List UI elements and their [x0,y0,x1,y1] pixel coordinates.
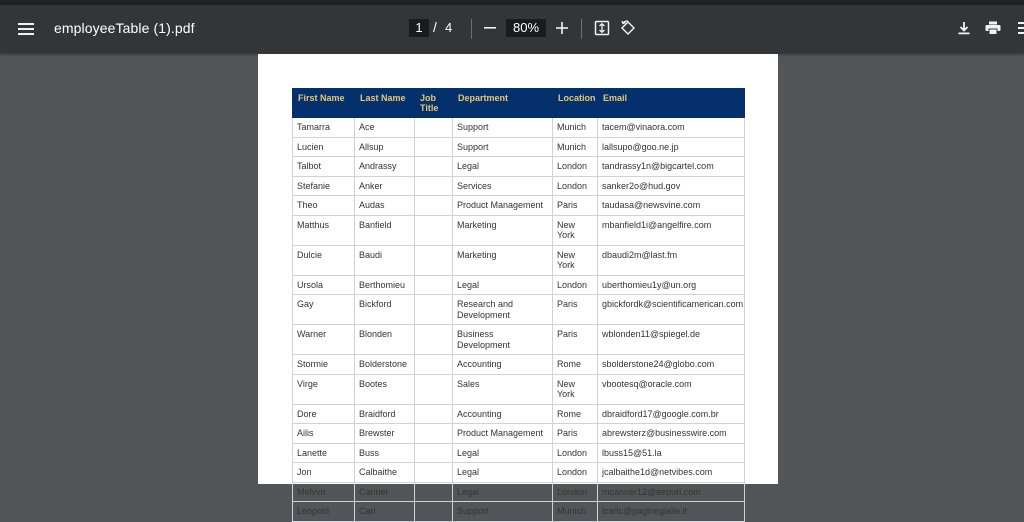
job-title-cell [415,118,453,138]
header-first-name: First Name [293,89,355,118]
email-cell: lallsupo@goo.ne.jp [598,137,745,157]
first-name-cell: Stefanie [293,176,355,196]
email-cell: lbuss15@51.la [598,443,745,463]
last-name-cell: Bolderstone [355,355,415,375]
job-title-cell [415,374,453,404]
department-cell: Support [453,118,553,138]
email-cell: sanker2o@hud.gov [598,176,745,196]
department-cell: Business Development [453,325,553,355]
first-name-cell: Gay [293,295,355,325]
first-name-cell: Stormie [293,355,355,375]
job-title-cell [415,404,453,424]
minus-icon [484,22,496,34]
last-name-cell: Banfield [355,215,415,245]
table-row [293,443,745,463]
last-name-cell: Andrassy [355,157,415,177]
email-cell: mcanner12@eepurl.com [598,482,745,502]
department-cell: Services [453,176,553,196]
email-cell: lcarlc@paginegialle.it [598,502,745,522]
location-cell: Munich [553,137,598,157]
table-row [293,502,745,522]
email-cell: abrewsterz@businesswire.com [598,424,745,444]
email-cell: dbaudi2m@last.fm [598,245,745,275]
last-name-cell: Buss [355,443,415,463]
department-cell: Marketing [453,215,553,245]
table-row [293,424,745,444]
email-cell: vbootesq@oracle.com [598,374,745,404]
department-cell: Product Management [453,424,553,444]
job-title-cell [415,295,453,325]
last-name-cell: Ace [355,118,415,138]
location-cell: London [553,176,598,196]
header-job-title: Job Title [415,89,453,118]
first-name-cell: Virge [293,374,355,404]
zoom-out-button[interactable] [479,17,501,39]
zoom-in-button[interactable] [551,17,573,39]
job-title-cell [415,443,453,463]
email-cell: dbraidford17@google.com.br [598,404,745,424]
first-name-cell: Ursola [293,275,355,295]
first-name-cell: Lanette [293,443,355,463]
department-cell: Accounting [453,404,553,424]
page-separator: / [433,19,437,35]
job-title-cell [415,325,453,355]
print-button[interactable] [982,17,1004,39]
first-name-cell: Lucien [293,137,355,157]
last-name-cell: Carl [355,502,415,522]
header-last-name: Last Name [355,89,415,118]
job-title-cell [415,215,453,245]
job-title-cell [415,502,453,522]
last-name-cell: Baudi [355,245,415,275]
location-cell: New York [553,245,598,275]
table-row [293,404,745,424]
first-name-cell: Theo [293,196,355,216]
location-cell: New York [553,374,598,404]
email-cell: tandrassy1n@bigcartel.com [598,157,745,177]
email-cell: gbickfordk@scientificamerican.com [598,295,745,325]
last-name-cell: Blonden [355,325,415,355]
rotate-icon [620,20,636,36]
last-name-cell: Anker [355,176,415,196]
document-title: employeeTable (1).pdf [54,20,195,36]
location-cell: Paris [553,295,598,325]
first-name-cell: Dulcie [293,245,355,275]
last-name-cell: Brewster [355,424,415,444]
first-name-cell: Ailis [293,424,355,444]
department-cell: Sales [453,374,553,404]
download-button[interactable] [953,17,975,39]
table-row [293,245,745,275]
more-icon [1016,21,1024,35]
toolbar-divider [581,19,582,39]
department-cell: Legal [453,275,553,295]
job-title-cell [415,245,453,275]
location-cell: Munich [553,502,598,522]
email-cell: mbanfield1i@angelfire.com [598,215,745,245]
department-cell: Legal [453,463,553,483]
employee-table-container [292,88,744,522]
email-cell: tacem@vinaora.com [598,118,745,138]
email-cell: sbolderstone24@globo.com [598,355,745,375]
zoom-level-input[interactable]: 80% [506,19,546,37]
table-row [293,482,745,502]
email-cell: jcalbaithe1d@netvibes.com [598,463,745,483]
table-row [293,137,745,157]
department-cell: Support [453,502,553,522]
job-title-cell [415,196,453,216]
department-cell: Legal [453,482,553,502]
table-row [293,463,745,483]
table-row [293,157,745,177]
table-row [293,215,745,245]
last-name-cell: Canner [355,482,415,502]
job-title-cell [415,463,453,483]
department-cell: Legal [453,157,553,177]
department-cell: Product Management [453,196,553,216]
email-cell: uberthomieu1y@un.org [598,275,745,295]
table-row [293,118,745,138]
table-row [293,196,745,216]
location-cell: London [553,463,598,483]
last-name-cell: Audas [355,196,415,216]
pdf-page [258,54,778,516]
job-title-cell [415,176,453,196]
header-department: Department [453,89,553,118]
location-cell: London [553,157,598,177]
table-header-row [293,89,745,118]
total-pages: 4 [445,20,453,35]
first-name-cell: Matthus [293,215,355,245]
table-row [293,275,745,295]
first-name-cell: Jon [293,463,355,483]
location-cell: Rome [553,355,598,375]
table-row [293,374,745,404]
location-cell: London [553,443,598,463]
department-cell: Research and Development [453,295,553,325]
first-name-cell: Leopold [293,502,355,522]
department-cell: Accounting [453,355,553,375]
first-name-cell: Dore [293,404,355,424]
email-cell: taudasa@newsvine.com [598,196,745,216]
table-row [293,176,745,196]
fit-to-page-button[interactable] [591,17,613,39]
last-name-cell: Berthomieu [355,275,415,295]
header-location: Location [553,89,598,118]
header-email: Email [598,89,745,118]
last-name-cell: Calbaithe [355,463,415,483]
download-icon [957,21,971,35]
location-cell: Paris [553,196,598,216]
last-name-cell: Bickford [355,295,415,325]
last-name-cell: Braidford [355,404,415,424]
email-cell: wblonden11@spiegel.de [598,325,745,355]
first-name-cell: Melvyn [293,482,355,502]
job-title-cell [415,137,453,157]
pdf-toolbar [0,5,1024,53]
department-cell: Support [453,137,553,157]
first-name-cell: Tamarra [293,118,355,138]
last-name-cell: Bootes [355,374,415,404]
toolbar-divider [471,19,472,39]
location-cell: Paris [553,325,598,355]
plus-icon [556,22,568,34]
table-row [293,355,745,375]
first-name-cell: Warner [293,325,355,355]
rotate-button[interactable] [617,17,639,39]
first-name-cell: Talbot [293,157,355,177]
table-row [293,295,745,325]
print-icon [985,21,1001,35]
hamburger-menu-icon[interactable] [12,15,40,43]
location-cell: Paris [553,424,598,444]
last-name-cell: Allsup [355,137,415,157]
job-title-cell [415,275,453,295]
location-cell: New York [553,215,598,245]
fit-page-icon [594,20,610,36]
department-cell: Marketing [453,245,553,275]
job-title-cell [415,157,453,177]
job-title-cell [415,355,453,375]
location-cell: London [553,275,598,295]
employee-table [292,88,745,522]
department-cell: Legal [453,443,553,463]
job-title-cell [415,482,453,502]
table-row [293,325,745,355]
location-cell: Munich [553,118,598,138]
more-options-button[interactable] [1016,17,1024,39]
job-title-cell [415,424,453,444]
location-cell: London [553,482,598,502]
location-cell: Rome [553,404,598,424]
current-page-input[interactable]: 1 [409,19,429,37]
